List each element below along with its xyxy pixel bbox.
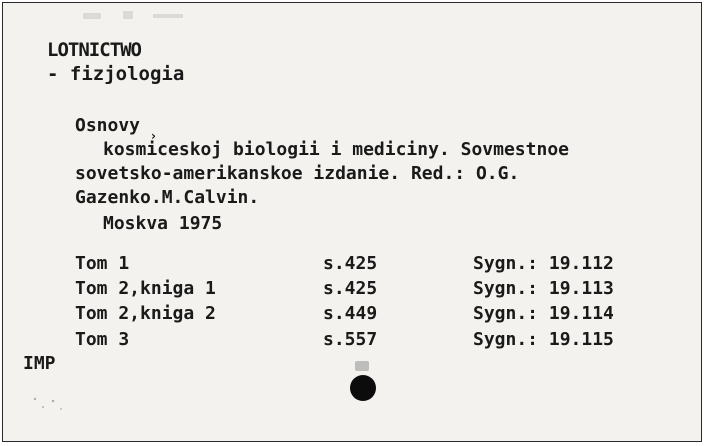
subject-heading: LOTNICTWO — [47, 39, 141, 61]
signature-cell: Sygn.: 19.113 — [473, 278, 614, 299]
volume-cell: Tom 2,kniga 1 — [75, 278, 216, 299]
subject-subheading: - fizjologia — [47, 63, 185, 85]
volume-cell: Tom 1 — [75, 253, 130, 274]
pages-cell: s.557 — [323, 329, 378, 350]
title-line-4: Gazenko.M.Calvin. — [75, 187, 260, 208]
imp-label: IMP — [23, 353, 56, 374]
volume-cell: Tom 2,kniga 2 — [75, 303, 216, 324]
faint-smudge — [83, 9, 203, 23]
catalog-card — [2, 2, 702, 442]
title-line-2: kosmiceskoj biologii i mediciny. Sovmestnoe — [103, 139, 569, 160]
pages-cell: s.425 — [323, 253, 378, 274]
signature-cell: Sygn.: 19.114 — [473, 303, 614, 324]
title-line-1: Osnovy — [75, 115, 141, 136]
pages-cell: s.425 — [323, 278, 378, 299]
imprint-line: Moskva 1975 — [103, 213, 223, 234]
dust-specks — [29, 395, 69, 415]
volume-cell: Tom 3 — [75, 329, 130, 350]
signature-cell: Sygn.: 19.115 — [473, 329, 614, 350]
signature-cell: Sygn.: 19.112 — [473, 253, 614, 274]
punch-hole-label-smudge — [355, 361, 369, 371]
punch-hole — [350, 375, 376, 401]
pages-cell: s.449 — [323, 303, 378, 324]
title-line-3: sovetsko-amerikanskoe izdanie. Red.: O.G. — [75, 163, 520, 184]
diacritic-mark: › — [151, 129, 156, 143]
